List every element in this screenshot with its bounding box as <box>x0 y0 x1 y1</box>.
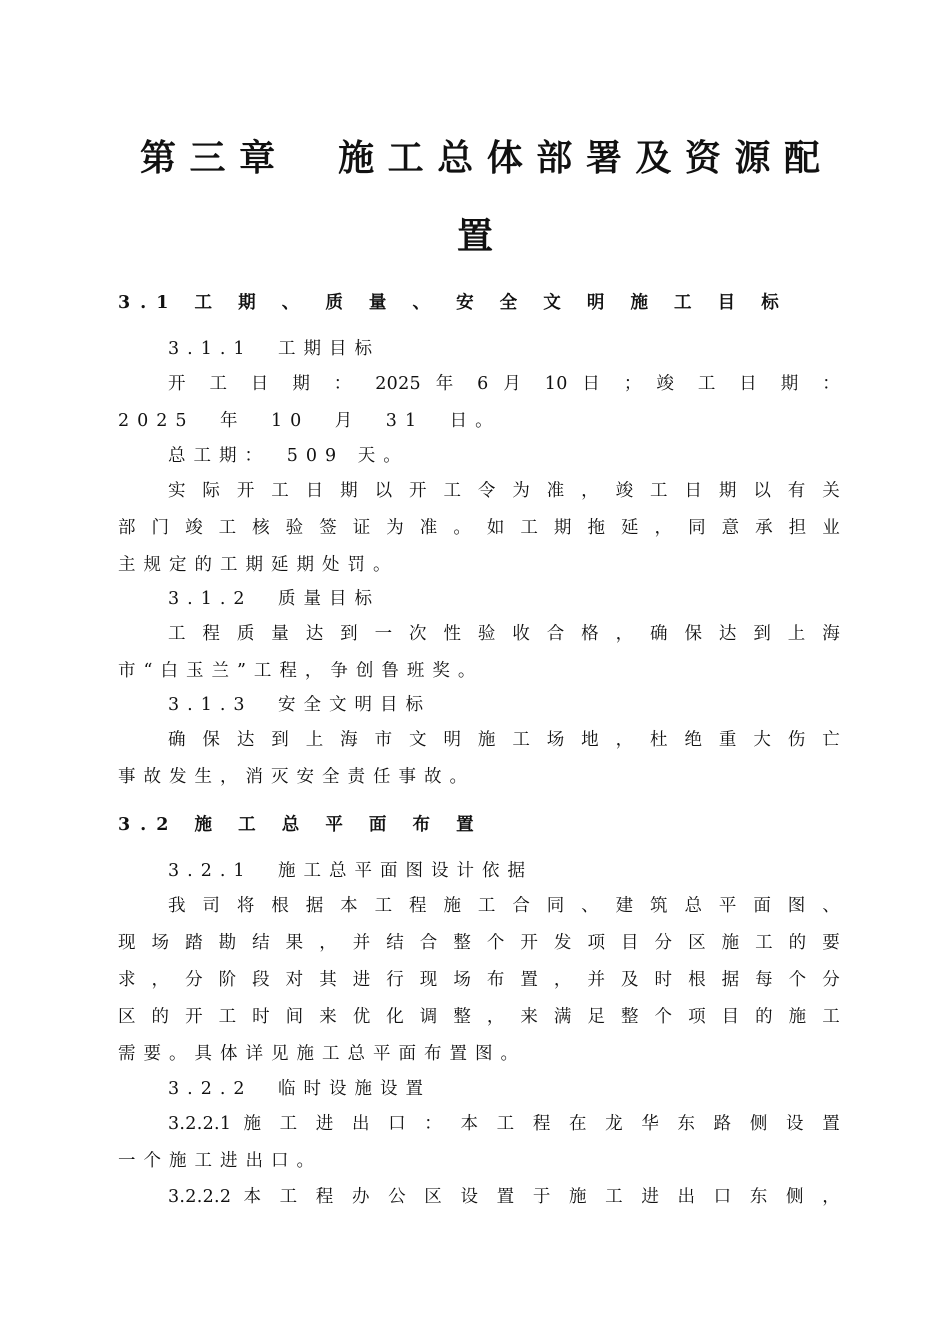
layout-basis-line-2: 现 场 踏 勘 结 果 ， 并 结 合 整 个 开 发 项 目 分 区 施 工 的 要 <box>118 933 840 953</box>
chapter-title-line-2: 置 <box>456 215 493 257</box>
layout-basis-line-5: 需要。具体详见施工总平面布置图。 <box>118 1044 526 1064</box>
safety-line-1: 确 保 达 到 上 海 市 文 明 施 工 场 地 ， 杜 绝 重 大 伤 亡 <box>168 730 840 750</box>
entrance-line-2: 一个施工进出口。 <box>118 1151 322 1171</box>
schedule-paragraph-line-3: 主规定的工期延期处罚。 <box>118 555 399 575</box>
safety-line-2: 事故发生，消灭安全责任事故。 <box>118 767 475 787</box>
entrance-line-1: 3.2.2.1 施 工 进 出 口 ： 本 工 程 在 龙 华 东 路 侧 设 置 <box>168 1114 840 1134</box>
quality-line-2: 市“白玉兰”工程，争创鲁班奖。 <box>118 661 484 681</box>
office-area-line-1: 3.2.2.2 本 工 程 办 公 区 设 置 于 施 工 进 出 口 东 侧 ， <box>168 1187 840 1207</box>
chapter-title-line-1: 第三章 施工总体部署及资源配 <box>140 137 820 179</box>
schedule-paragraph-line-2: 部 门 竣 工 核 验 签 证 为 准 。 如 工 期 拖 延 ， 同 意 承 担 业 <box>118 518 840 538</box>
layout-basis-line-3: 求 ， 分 阶 段 对 其 进 行 现 场 布 置 ， 并 及 时 根 据 每 个 分 <box>118 970 840 990</box>
layout-basis-line-1: 我 司 将 根 据 本 工 程 施 工 合 同 、 建 筑 总 平 面 图 、 <box>168 896 840 916</box>
quality-line-1: 工 程 质 量 达 到 一 次 性 验 收 合 格 ， 确 保 达 到 上 海 <box>168 624 840 644</box>
layout-basis-line-4: 区 的 开 工 时 间 来 优 化 调 整 ， 来 满 足 整 个 项 目 的 施 工 <box>118 1007 840 1027</box>
subsection-3-1-3-heading: 3.1.3 安全文明目标 <box>168 695 432 715</box>
section-3-2-heading: 3.2 施 工 总 平 面 布 置 <box>118 815 484 835</box>
schedule-dates-line-1: 开 工 日 期 ： 2025 年 6 月 10 日 ； 竣 工 日 期 ： <box>168 374 840 394</box>
subsection-3-2-2-heading: 3.2.2 临时设施设置 <box>168 1079 432 1099</box>
schedule-dates-line-2: 2025 年 10 月 31 日。 <box>118 411 501 431</box>
section-3-1-heading: 3.1 工 期 、 质 量 、 安 全 文 明 施 工 目 标 <box>118 293 789 313</box>
schedule-paragraph-line-1: 实 际 开 工 日 期 以 开 工 令 为 准 ， 竣 工 日 期 以 有 关 <box>168 481 840 501</box>
subsection-3-2-1-heading: 3.2.1 施工总平面图设计依据 <box>168 861 534 881</box>
subsection-3-1-1-heading: 3.1.1 工期目标 <box>168 339 381 359</box>
subsection-3-1-2-heading: 3.1.2 质量目标 <box>168 589 381 609</box>
total-duration-line: 总工期： 509 天。 <box>168 446 409 466</box>
